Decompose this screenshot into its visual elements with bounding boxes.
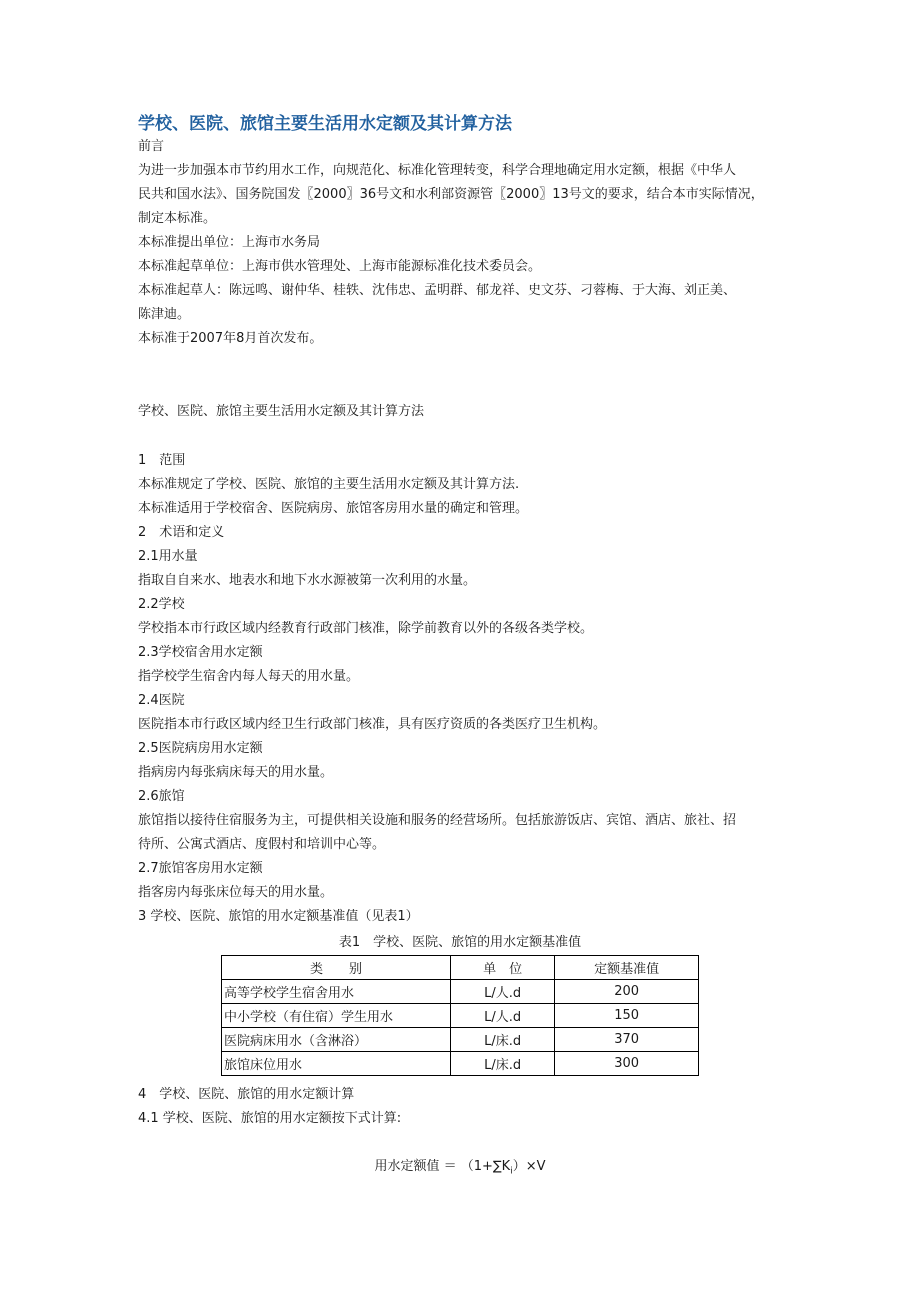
table-cell-unit: L/人.d xyxy=(451,980,555,1004)
section-1-heading: 1 范围 xyxy=(138,453,186,468)
term-definition: 旅馆指以接待住宿服务为主，可提供相关设施和服务的经营场所。包括旅游饭店、宾馆、酒店、旅社、招 xyxy=(138,813,737,828)
preface-heading: 前言 xyxy=(138,139,165,154)
term-definition: 学校指本市行政区域内经教育行政部门核准，除学前教育以外的各级各类学校。 xyxy=(138,621,594,636)
table-cell-category: 高等学校学生宿舍用水 xyxy=(222,980,451,1004)
section-2-heading: 2 术语和定义 xyxy=(138,525,225,540)
formula xyxy=(0,1158,920,1181)
term-heading: 2.7旅馆客房用水定额 xyxy=(138,861,263,876)
term-heading: 2.3学校宿舍用水定额 xyxy=(138,645,263,660)
table-row xyxy=(222,1004,699,1028)
term-heading: 2.2学校 xyxy=(138,597,185,612)
table-cell-category: 中小学校（有住宿）学生用水 xyxy=(222,1004,451,1028)
term-definition: 指病房内每张病床每天的用水量。 xyxy=(138,765,334,780)
table-row xyxy=(222,980,699,1004)
formula-lhs: 用水定额值 ＝ （1+∑K xyxy=(374,1159,511,1174)
drafters-line: 陈津迪。 xyxy=(138,307,191,322)
table-cell-unit: L/床.d xyxy=(451,1052,555,1076)
table-cell-value: 200 xyxy=(555,980,699,1004)
term-definition: 医院指本市行政区域内经卫生行政部门核准，具有医疗资质的各类医疗卫生机构。 xyxy=(138,717,607,732)
drafting-unit-line: 本标准起草单位：上海市供水管理处、上海市能源标准化技术委员会。 xyxy=(138,259,542,274)
table-cell-category: 医院病床用水（含淋浴） xyxy=(222,1028,451,1052)
term-definition: 指学校学生宿舍内每人每天的用水量。 xyxy=(138,669,360,684)
term-definition: 指取自自来水、地表水和地下水水源被第一次利用的水量。 xyxy=(138,573,477,588)
table-header-cell: 单 位 xyxy=(451,956,555,980)
preface-paragraph-line: 民共和国水法》、国务院国发〖2000〗36号文和水利部资源管〖2000〗13号文的要求，结合本市实际情况， xyxy=(138,187,764,202)
formula-subscript: i xyxy=(510,1166,513,1177)
term-heading: 2.6旅馆 xyxy=(138,789,185,804)
table-cell-unit: L/床.d xyxy=(451,1028,555,1052)
section-1-line: 本标准适用于学校宿舍、医院病房、旅馆客房用水量的确定和管理。 xyxy=(138,501,529,516)
term-definition: 待所、公寓式酒店、度假村和培训中心等。 xyxy=(138,837,386,852)
table-header-cell: 类 别 xyxy=(222,956,451,980)
table-caption: 表1 学校、医院、旅馆的用水定额基准值 xyxy=(338,935,582,950)
water-quota-table xyxy=(221,955,699,1076)
table-header-cell: 定额基准值 xyxy=(555,956,699,980)
preface-paragraph-line: 为进一步加强本市节约用水工作，向规范化、标准化管理转变，科学合理地确定用水定额，根据《中华人 xyxy=(138,163,737,178)
table-header-row xyxy=(222,956,699,980)
table-row xyxy=(222,1028,699,1052)
formula-rhs: ）×V xyxy=(512,1159,546,1174)
table-row xyxy=(222,1052,699,1076)
term-heading: 2.4医院 xyxy=(138,693,185,708)
term-definition: 指客房内每张床位每天的用水量。 xyxy=(138,885,334,900)
table-cell-value: 300 xyxy=(555,1052,699,1076)
proposer-line: 本标准提出单位：上海市水务局 xyxy=(138,235,321,250)
term-heading: 2.1用水量 xyxy=(138,549,198,564)
table-cell-category: 旅馆床位用水 xyxy=(222,1052,451,1076)
document-title: 学校、医院、旅馆主要生活用水定额及其计算方法 xyxy=(138,114,512,134)
term-heading: 2.5医院病房用水定额 xyxy=(138,741,263,756)
section-4-1-line: 4.1 学校、医院、旅馆的用水定额按下式计算: xyxy=(138,1111,402,1126)
section-4-heading: 4 学校、医院、旅馆的用水定额计算 xyxy=(138,1087,355,1102)
release-line: 本标准于2007年8月首次发布。 xyxy=(138,331,323,346)
section-1-line: 本标准规定了学校、医院、旅馆的主要生活用水定额及其计算方法. xyxy=(138,477,520,492)
table-cell-value: 150 xyxy=(555,1004,699,1028)
table-cell-unit: L/人.d xyxy=(451,1004,555,1028)
table-cell-value: 370 xyxy=(555,1028,699,1052)
section-3-heading: 3 学校、医院、旅馆的用水定额基准值（见表1） xyxy=(138,909,419,924)
drafters-line: 本标准起草人：陈远鸣、谢仲华、桂轶、沈伟忠、孟明群、郁龙祥、史文芬、刁蓉梅、于大海、刘正美、 xyxy=(138,283,737,298)
subtitle: 学校、医院、旅馆主要生活用水定额及其计算方法 xyxy=(138,404,425,419)
preface-paragraph-line: 制定本标准。 xyxy=(138,211,217,226)
